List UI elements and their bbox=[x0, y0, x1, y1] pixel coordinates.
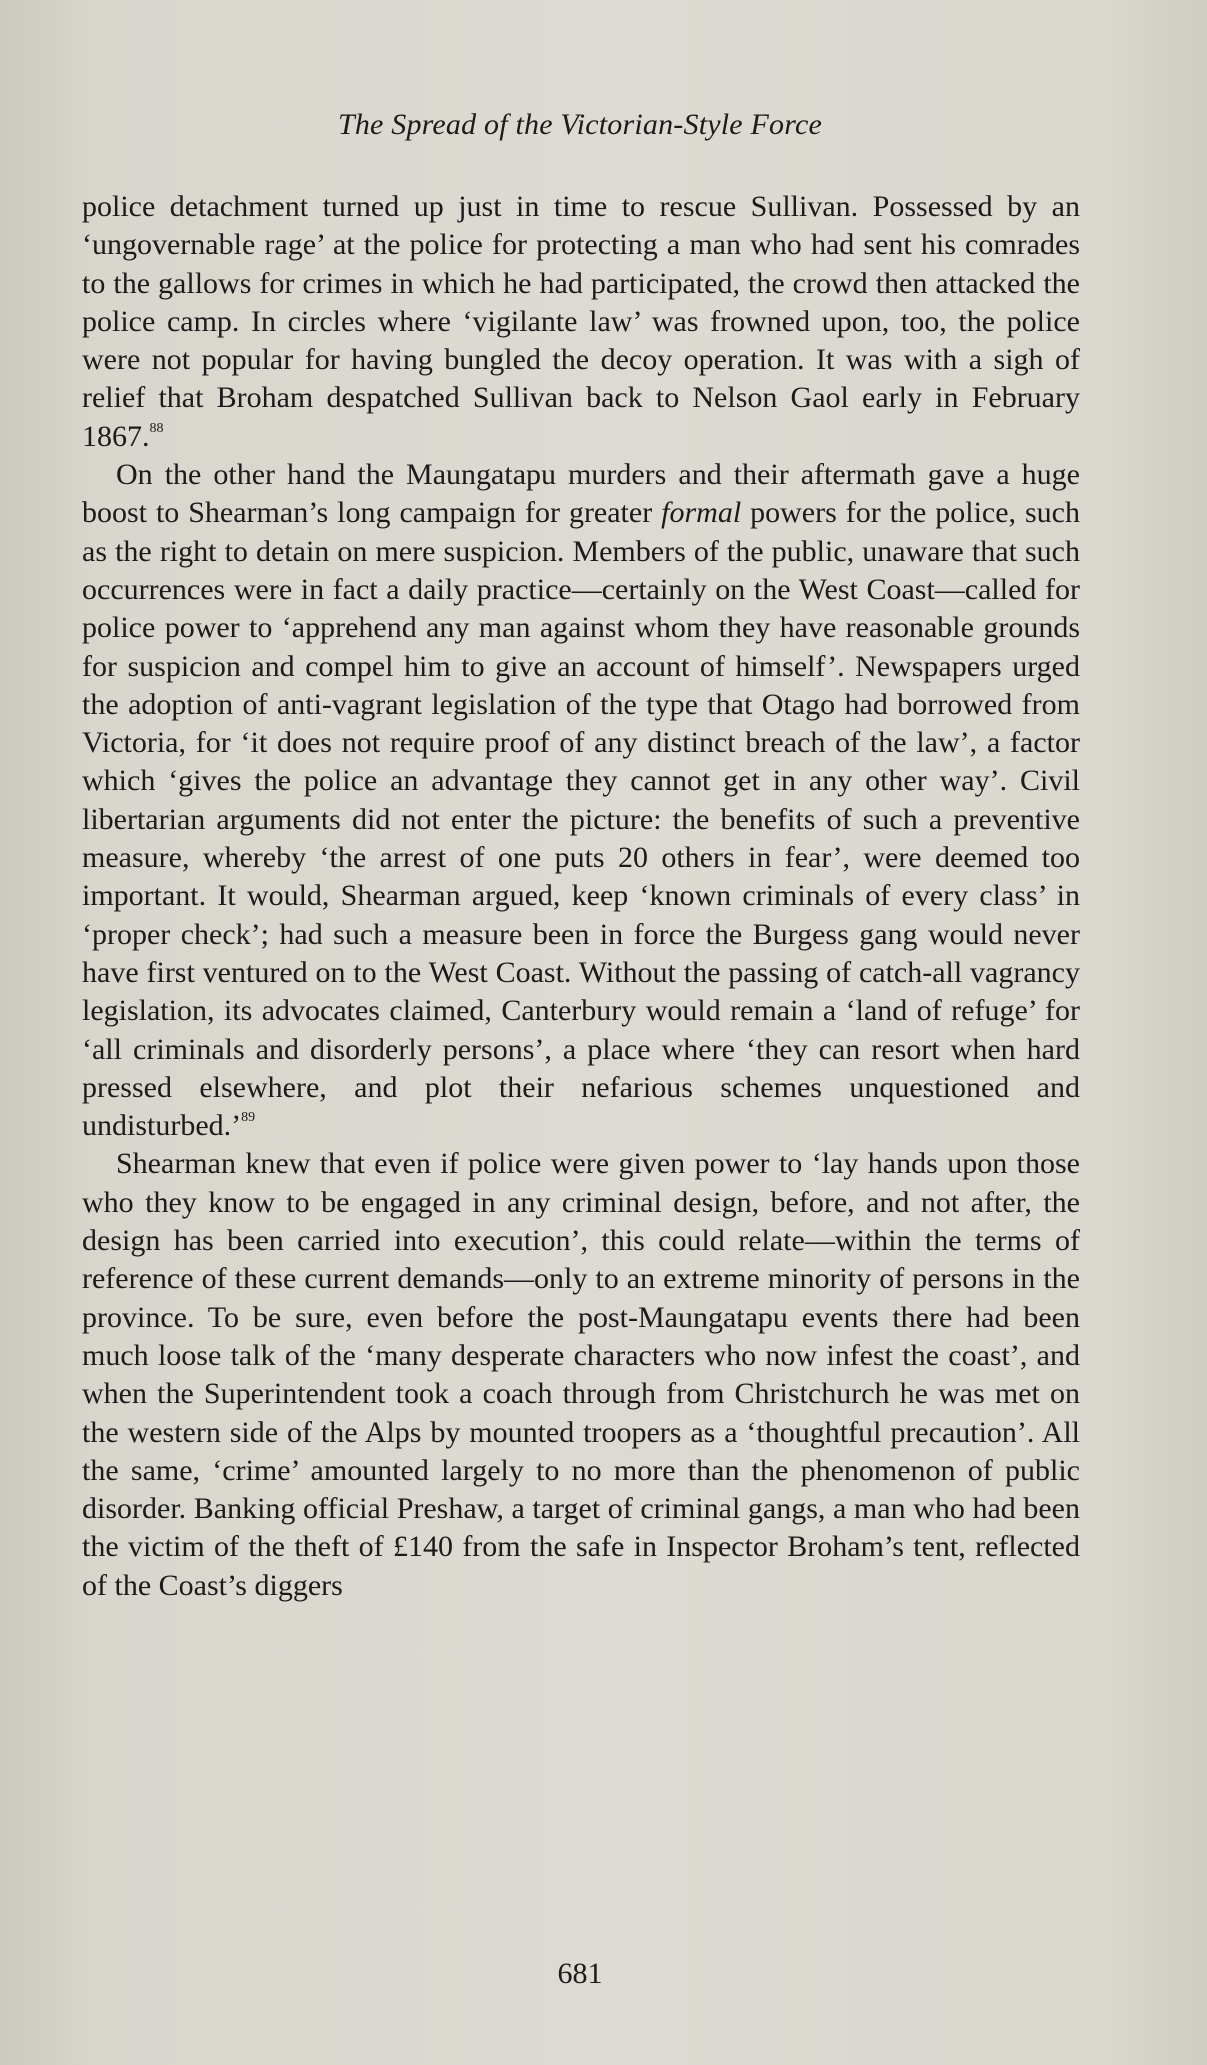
paragraph-text: Shearman knew that even if police were given power to ‘lay hands upon those who they know to be engaged in any criminal design, before, and not after, the design has been carried into execution’, this could relate—within the terms of reference of these current demands—only to an extreme minority of persons in the province. To be sure, even before the post-Maungatapu events there had been much loose talk of the ‘many desperate characters who now infest the coast’, and when the Superintendent took a coach through from Christchurch he was met on the western side of the Alps by mounted troopers as a ‘thoughtful precaution’. All the same, ‘crime’ amounted largely to no more than the phenomenon of public disorder. Banking official Preshaw, a target of criminal gangs, a man who had been the victim of the theft of £140 from the safe in Inspector Broham’s tent, reflected of the Coast’s diggers bbox=[82, 1147, 1080, 1602]
paragraph bbox=[82, 1145, 1080, 1605]
footnote-marker: 88 bbox=[149, 420, 164, 436]
emphasis-text: formal bbox=[661, 496, 742, 530]
running-head: The Spread of the Victorian-Style Force bbox=[337, 108, 823, 141]
paragraph-text: On the other hand the Maungatapu murders and their aftermath gave a huge boost to Shearman’s long campaign for greater bbox=[82, 458, 1080, 530]
paragraph-text: powers for the police, such as the right to detain on mere suspicion. Members of the public, unaware that such occurrences were in fact a daily practice—certainly on the West Coast—called for police power to ‘apprehend any man against whom they have reasonable grounds for suspicion and compel him to give an account of himself’. Newspapers urged the adoption of anti-vagrant legislation of the type that Otago had borrowed from Victoria, for ‘it does not require proof of any distinct breach of the law’, a factor which ‘gives the police an advantage they cannot get in any other way’. Civil libertarian arguments did not enter the picture: the benefits of such a preventive measure, whereby ‘the arrest of one puts 20 others in fear’, were deemed too important. It would, Shearman argued, keep ‘known criminals of every class’ in ‘proper check’; had such a measure been in force the Burgess gang would never have first ventured on to the West Coast. Without the passing of catch-all vagrancy legislation, its advocates claimed, Canterbury would remain a ‘land of refuge’ for ‘all criminals and disorderly persons’, a place where ‘they can resort when hard pressed elsewhere, and plot their nefarious schemes unquestioned and undisturbed.’ bbox=[82, 496, 1080, 1143]
paragraph bbox=[82, 456, 1080, 1145]
paragraph-text: police detachment turned up just in time to rescue Sullivan. Possessed by an ‘ungovernable rage’ at the police for protecting a man who had sent his comrades to the gallows for crimes in which he had participated, the crowd then attacked the police camp. In circles where ‘vigilante law’ was frowned upon, too, the police were not popular for having bungled the decoy operation. It was with a sigh of relief that Broham despatched Sullivan back to Nelson Gaol early in February 1867. bbox=[82, 190, 1080, 453]
page-number: 681 bbox=[557, 1957, 603, 1990]
footnote-marker: 89 bbox=[241, 1110, 256, 1126]
body-text bbox=[82, 188, 1080, 1605]
paragraph bbox=[82, 188, 1080, 456]
